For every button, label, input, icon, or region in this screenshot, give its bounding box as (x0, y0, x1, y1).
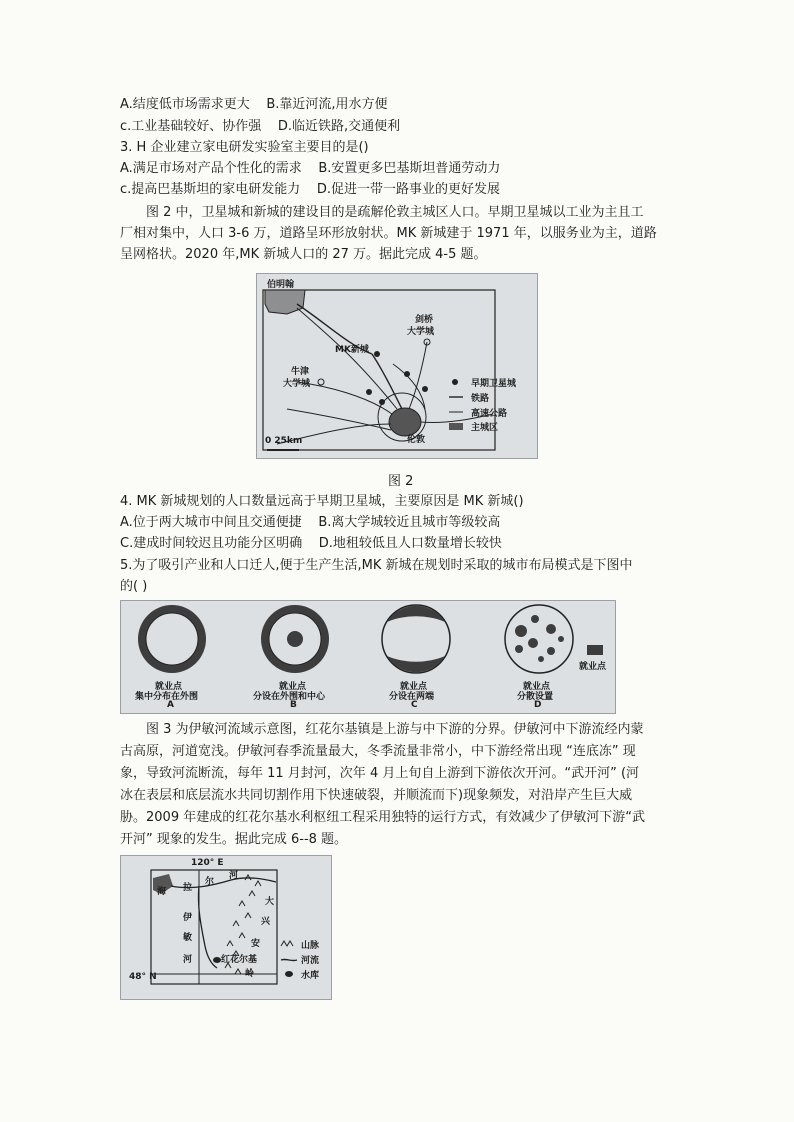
longitude-label: 120° E (191, 858, 224, 868)
label-oxford-1: 牛津 (291, 367, 310, 377)
employment-legend-label: 就业点 (579, 662, 607, 672)
passage1-line2: 厂相对集中，人口 3-6 万，道路呈环形放射状。MK 新城建于 1971 年，以服务业为主，道路 (120, 226, 657, 241)
q4-options-row1 (120, 513, 500, 533)
q4-stem: 4. MK 新城规划的人口数量远高于早期卫星城，主要原因是 MK 新城() (120, 494, 524, 509)
latitude-label: 48° N (129, 972, 157, 982)
q3-option-b: B.安置更多巴基斯坦普通劳动力 (318, 161, 501, 176)
label-cambridge-1: 剑桥 (415, 315, 434, 325)
label-bermingham: 伯明翰 (267, 280, 295, 290)
label-london: 伦敦 (407, 435, 426, 445)
label-scale: 0 25km (265, 436, 303, 446)
label-er: 尔 (205, 877, 215, 887)
model-b-label-1: 就业点 (279, 682, 307, 692)
layout-models-figure (120, 600, 616, 714)
passage2-line5: 胁。2009 年建成的红花尔基水利枢纽工程采用独特的运行方式，有效减少了伊敏河下游“武 (120, 810, 645, 825)
map-figure-2 (256, 273, 538, 459)
legend-main-urban: 主城区 (471, 423, 499, 433)
label-xing: 兴 (261, 917, 271, 927)
model-b-label-2: 分设在外围和中心 (253, 692, 326, 702)
passage2-line6: 开河” 现象的发生。据此完成 6--8 题。 (120, 832, 348, 847)
passage2-line1: 图 3 为伊敏河流域示意图，红花尔基镇是上游与中下游的分界。伊敏河中下游流经内蒙 (146, 722, 644, 737)
label-da: 大 (265, 897, 275, 907)
q2-option-a: A.结度低市场需求更大 (120, 97, 250, 112)
q5-stem-line1: 5.为了吸引产业和人口迁人,便于生产生活,MK 新城在规划时采取的城市布局模式是下图中 (120, 558, 633, 573)
q2-option-c: c.工业基础较好、协作强 (120, 119, 262, 134)
model-d-label-2: 分散设置 (517, 692, 554, 702)
legend-reservoir: 水库 (301, 971, 320, 981)
model-c-label-1: 就业点 (400, 682, 428, 692)
q4-options-row2 (120, 534, 502, 554)
map-figure-3 (120, 855, 332, 1000)
q4-option-a: A.位于两大城市中间且交通便捷 (120, 515, 302, 530)
q2-options-row1 (120, 95, 388, 115)
q3-options-row2 (120, 180, 500, 200)
q4-option-b: B.离大学城较近且城市等级较高 (318, 515, 501, 530)
passage2-line4: 冰在表层和底层流水共同切割作用下快速破裂，并顺流而下)现象频发，对沿岸产生巨大威 (120, 788, 633, 803)
legend-mountain: 山脉 (301, 941, 320, 951)
label-oxford-2: 大学城 (283, 379, 311, 389)
model-d-label-1: 就业点 (523, 682, 551, 692)
label-an: 安 (251, 939, 261, 949)
model-a-label-2: 集中分布在外围 (135, 692, 199, 702)
q2-option-b: B.靠近河流,用水方便 (266, 97, 388, 112)
label-he-2: 河 (183, 955, 193, 965)
legend-highway: 高速公路 (471, 409, 508, 419)
label-hai: 海 (157, 887, 167, 897)
q3-option-c: c.提高巴基斯坦的家电研发能力 (120, 182, 301, 197)
passage2-line3: 象，导致河流断流，每年 11 月封河，次年 4 月上旬自上游到下游依次开河。“武开河” (河 (120, 766, 640, 781)
q3-stem: 3. H 企业建立家电研发实验室主要目的是() (120, 140, 369, 155)
q5-stem-line2: 的( ) (120, 579, 148, 594)
legend-satellite-town: 早期卫星城 (471, 379, 517, 389)
model-d-letter: D (534, 700, 542, 710)
passage2-line2: 古高原，河道宽浅。伊敏河春季流量最大，冬季流量非常小，中下游经常出现 “连底冻” 现 (120, 744, 636, 759)
passage1-line1: 图 2 中，卫星城和新城的建设目的是疏解伦敦主城区人口。早期卫星城以工业为主且工 (146, 205, 644, 220)
q3-option-a: A.满足市场对产品个性化的需求 (120, 161, 302, 176)
model-b-letter: B (290, 700, 297, 710)
passage1-line3: 呈网格状。2020 年,MK 新城人口的 27 万。据此完成 4-5 题。 (120, 247, 487, 262)
model-a-label-1: 就业点 (155, 682, 183, 692)
q4-option-d: D.地租较低且人口数量增长较快 (318, 536, 502, 551)
q4-option-c: C.建成时间较迟且功能分区明确 (120, 536, 303, 551)
label-cambridge-2: 大学城 (407, 327, 435, 337)
q2-option-d: D.临近铁路,交通便利 (277, 119, 401, 134)
label-town: 红花尔基 (221, 955, 258, 965)
figure-2-caption: 图 2 (388, 474, 414, 489)
q3-options-row1 (120, 159, 500, 179)
label-yi: 伊 (183, 913, 193, 923)
model-c-label-2: 分设在两端 (389, 692, 435, 702)
label-min: 敏 (183, 933, 193, 943)
legend-railway: 铁路 (471, 394, 490, 404)
label-he: 河 (229, 871, 239, 881)
legend-river: 河流 (301, 956, 320, 966)
model-c-letter: C (411, 700, 418, 710)
label-ling: 岭 (245, 969, 255, 979)
q2-options-row2 (120, 117, 400, 137)
label-la: 拉 (183, 883, 193, 893)
q3-option-d: D.促进一带一路事业的更好发展 (316, 182, 500, 197)
label-mk-new-town: MK新城 (335, 345, 369, 355)
model-a-letter: A (167, 700, 174, 710)
